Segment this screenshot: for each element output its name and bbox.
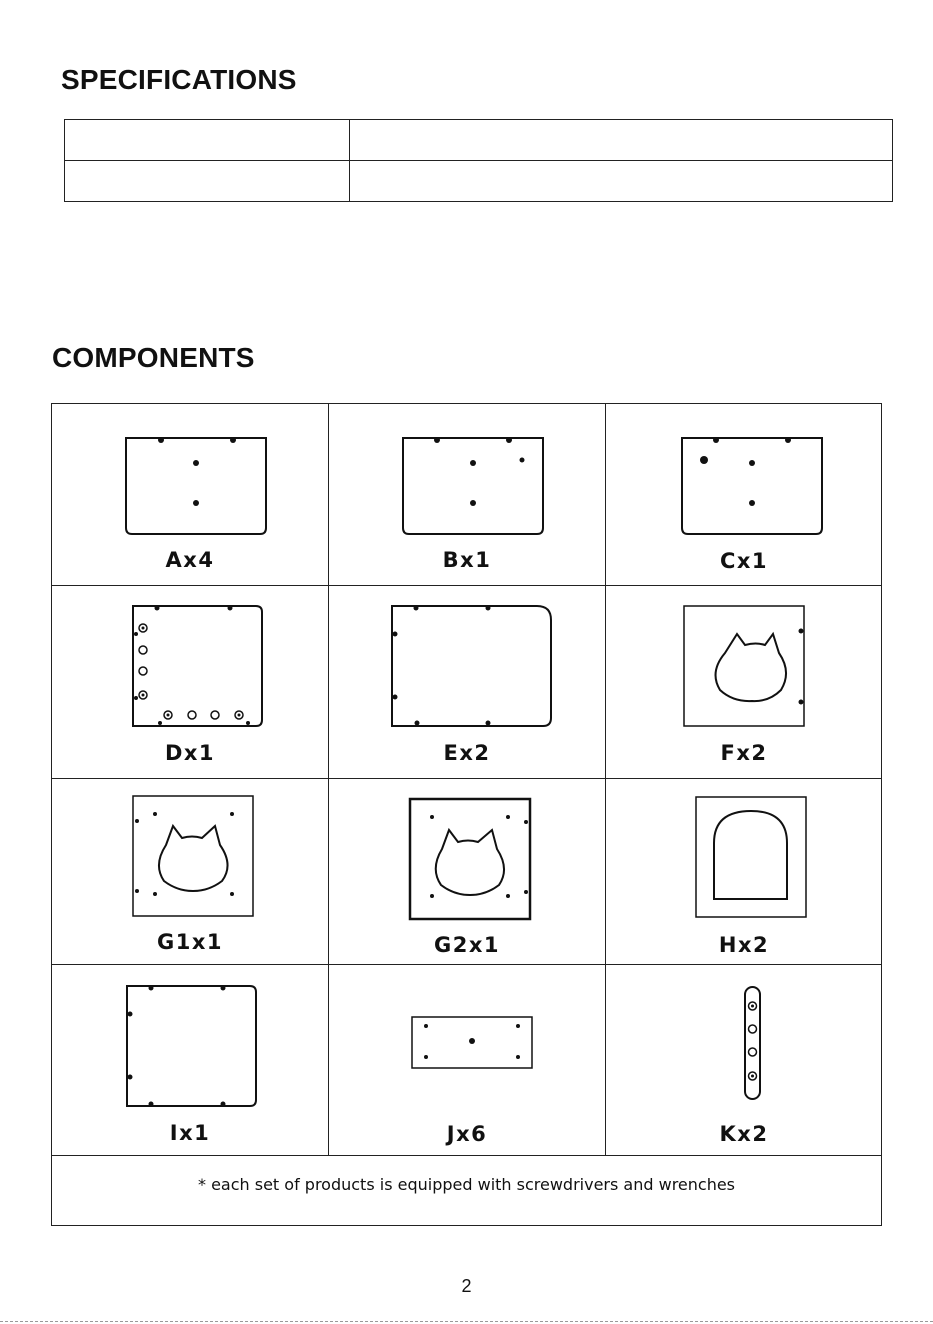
table-cell bbox=[65, 161, 350, 202]
page-number: 2 bbox=[461, 1276, 472, 1296]
table-row bbox=[65, 161, 893, 202]
component-label: Hx2 bbox=[718, 933, 770, 957]
table-cell bbox=[350, 161, 893, 202]
component-cell-f bbox=[606, 586, 882, 778]
component-cell-k bbox=[606, 965, 882, 1155]
specifications-table bbox=[64, 119, 893, 202]
component-cell-i bbox=[52, 965, 328, 1155]
table-row bbox=[65, 120, 893, 161]
table-cell bbox=[350, 120, 893, 161]
component-cell-c bbox=[606, 404, 882, 585]
grid-divider bbox=[52, 1155, 881, 1156]
component-label: Ix1 bbox=[169, 1121, 211, 1145]
component-cell-b bbox=[329, 404, 605, 585]
component-cell-h bbox=[606, 779, 882, 964]
specifications-heading: SPECIFICATIONS bbox=[61, 64, 297, 95]
tools-note: * each set of products is equipped with screwdrivers and wrenches bbox=[197, 1175, 736, 1194]
component-label: G1x1 bbox=[156, 930, 223, 954]
component-label: G2x1 bbox=[433, 933, 500, 957]
component-cell-j bbox=[329, 965, 605, 1155]
component-label: Jx6 bbox=[446, 1122, 488, 1146]
component-label: Ax4 bbox=[165, 548, 215, 572]
components-grid bbox=[51, 403, 882, 1226]
component-label: Fx2 bbox=[720, 741, 768, 765]
component-cell-d bbox=[52, 586, 328, 778]
component-label: Cx1 bbox=[719, 549, 769, 573]
component-label: Bx1 bbox=[442, 548, 492, 572]
component-cell-g2 bbox=[329, 779, 605, 964]
component-cell-e bbox=[329, 586, 605, 778]
page-edge-divider bbox=[0, 1321, 933, 1322]
component-cell-g1 bbox=[52, 779, 328, 964]
component-label: Ex2 bbox=[443, 741, 491, 765]
table-cell bbox=[65, 120, 350, 161]
component-label: Dx1 bbox=[164, 741, 216, 765]
components-heading: COMPONENTS bbox=[52, 342, 255, 373]
component-label: Kx2 bbox=[719, 1122, 769, 1146]
component-cell-a bbox=[52, 404, 328, 585]
